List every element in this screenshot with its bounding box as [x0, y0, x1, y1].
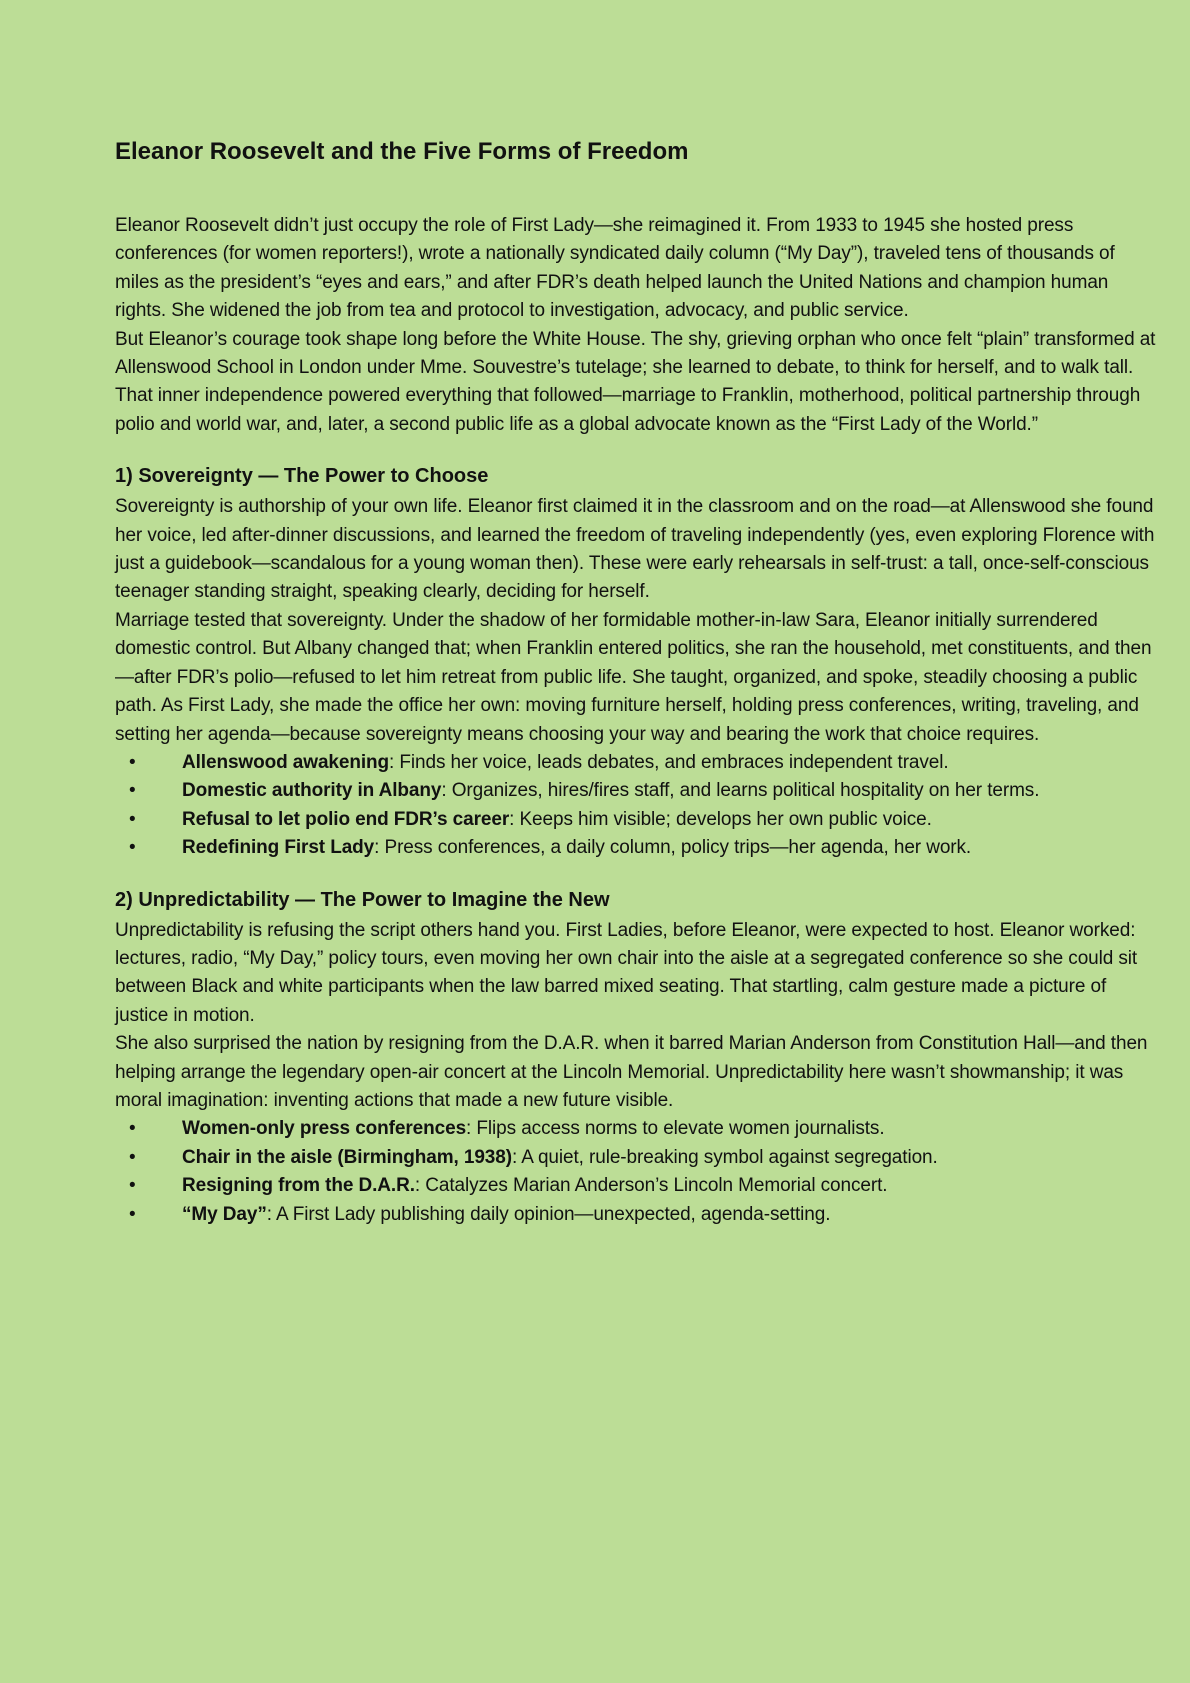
list-item: [115, 1201, 1160, 1229]
list-item: [115, 1172, 1160, 1200]
bullet-icon: •: [129, 837, 136, 859]
bullet-term: Chair in the aisle (Birmingham, 1938): [182, 1146, 512, 1168]
bullet-text: : Organizes, hires/fires staff, and learns political hospitality on her terms.: [441, 780, 1040, 802]
list-item: [115, 1115, 1160, 1143]
list-item: [115, 749, 1160, 777]
bullet-icon: •: [129, 1118, 136, 1140]
section-paragraph: Sovereignty is authorship of your own life. Eleanor first claimed it in the classroom and on the road—at Allenswood she found her voice, led after-dinner discussions, and learned the freedom of traveling independently (yes, even exploring Florence with just a guidebook—scandalous for a young woman then). These were early rehearsals in self-trust: a tall, once-self-conscious teenager standing straight, speaking clearly, deciding for herself.: [115, 496, 1155, 603]
bullet-term: Refusal to let polio end FDR’s career: [182, 808, 510, 830]
bullet-list: [115, 1115, 1160, 1229]
section-heading: 2) Unpredictability — The Power to Imagine the New: [115, 888, 610, 911]
bullet-term: Women-only press conferences: [182, 1118, 467, 1140]
bullet-term: Domestic authority in Albany: [182, 780, 442, 802]
section-paragraph: Marriage tested that sovereignty. Under the shadow of her formidable mother-in-law Sara, Eleanor initially surrendered domestic control. But Albany changed that; when Franklin entered politics, she ran the household, met constituents, and then—after FDR’s polio—refused to let him retreat from public life. She taught, organized, and spoke, steadily choosing a public path. As First Lady, she made the office her own: moving furniture herself, holding press conferences, writing, traveling, and setting her agenda—because sovereignty means choosing your way and bearing the work that choice requires.: [115, 609, 1152, 745]
bullet-icon: •: [129, 751, 136, 773]
bullet-text: : Flips access norms to elevate women journalists.: [466, 1118, 885, 1140]
page-title: Eleanor Roosevelt and the Five Forms of Freedom: [115, 138, 689, 165]
bullet-text: : Catalyzes Marian Anderson’s Lincoln Memorial concert.: [414, 1175, 888, 1197]
list-item: [115, 777, 1160, 805]
bullet-text: : Keeps him visible; develops her own public voice.: [509, 808, 932, 830]
list-item: [115, 1144, 1160, 1172]
section-heading: 1) Sovereignty — The Power to Choose: [115, 465, 489, 488]
bullet-icon: •: [129, 808, 136, 830]
intro-paragraph: Eleanor Roosevelt didn’t just occupy the role of First Lady—she reimagined it. From 1933 to 1945 she hosted press conferences (for women reporters!), wrote a nationally syndicated daily column (“My Day”), traveled tens of thousands of miles as the president’s “eyes and ears,” and after FDR’s death helped launch the United Nations and champion human rights. She widened the job from tea and protocol to investigation, advocacy, and public service.: [115, 215, 1115, 322]
section-unpredictability: [115, 885, 1160, 1229]
bullet-text: : Press conferences, a daily column, policy trips—her agenda, her work.: [374, 837, 972, 859]
list-item: [115, 834, 1160, 862]
bullet-icon: •: [129, 1175, 136, 1197]
bullet-icon: •: [129, 1203, 136, 1225]
bullet-text: : A First Lady publishing daily opinion—unexpected, agenda-setting.: [266, 1203, 831, 1225]
list-item: [115, 806, 1160, 834]
bullet-icon: •: [129, 780, 136, 802]
document: [115, 136, 1160, 1229]
bullet-text: : A quiet, rule-breaking symbol against segregation.: [511, 1146, 938, 1168]
bullet-icon: •: [129, 1146, 136, 1168]
section-paragraph: Unpredictability is refusing the script others hand you. First Ladies, before Eleanor, were expected to host. Eleanor worked: lectures, radio, “My Day,” policy tours, even moving her own chair into the aisle at a segregated conference so she could sit between Black and white participants when the law barred mixed seating. That startling, calm gesture made a picture of justice in motion.: [115, 919, 1138, 1026]
bullet-term: Redefining First Lady: [182, 837, 375, 859]
bullet-term: Allenswood awakening: [182, 751, 390, 773]
bullet-term: Resigning from the D.A.R.: [182, 1175, 415, 1197]
section-sovereignty: [115, 461, 1160, 862]
intro-paragraph: But Eleanor’s courage took shape long before the White House. The shy, grieving orphan who once felt “plain” transformed at Allenswood School in London under Mme. Souvestre’s tutelage; she learned to debate, to think for herself, and to walk tall. That inner independence powered everything that followed—marriage to Franklin, motherhood, political partnership through polio and world war, and, later, a second public life as a global advocate known as the “First Lady of the World.”: [115, 328, 1156, 435]
bullet-text: : Finds her voice, leads debates, and embraces independent travel.: [389, 751, 949, 773]
bullet-term: “My Day”: [182, 1203, 267, 1225]
section-paragraph: She also surprised the nation by resigning from the D.A.R. when it barred Marian Anderson from Constitution Hall—and then helping arrange the legendary open-air concert at the Lincoln Memorial. Unpredictability here wasn’t showmanship; it was moral imagination: inventing actions that made a new future visible.: [115, 1033, 1148, 1111]
bullet-list: [115, 749, 1160, 863]
